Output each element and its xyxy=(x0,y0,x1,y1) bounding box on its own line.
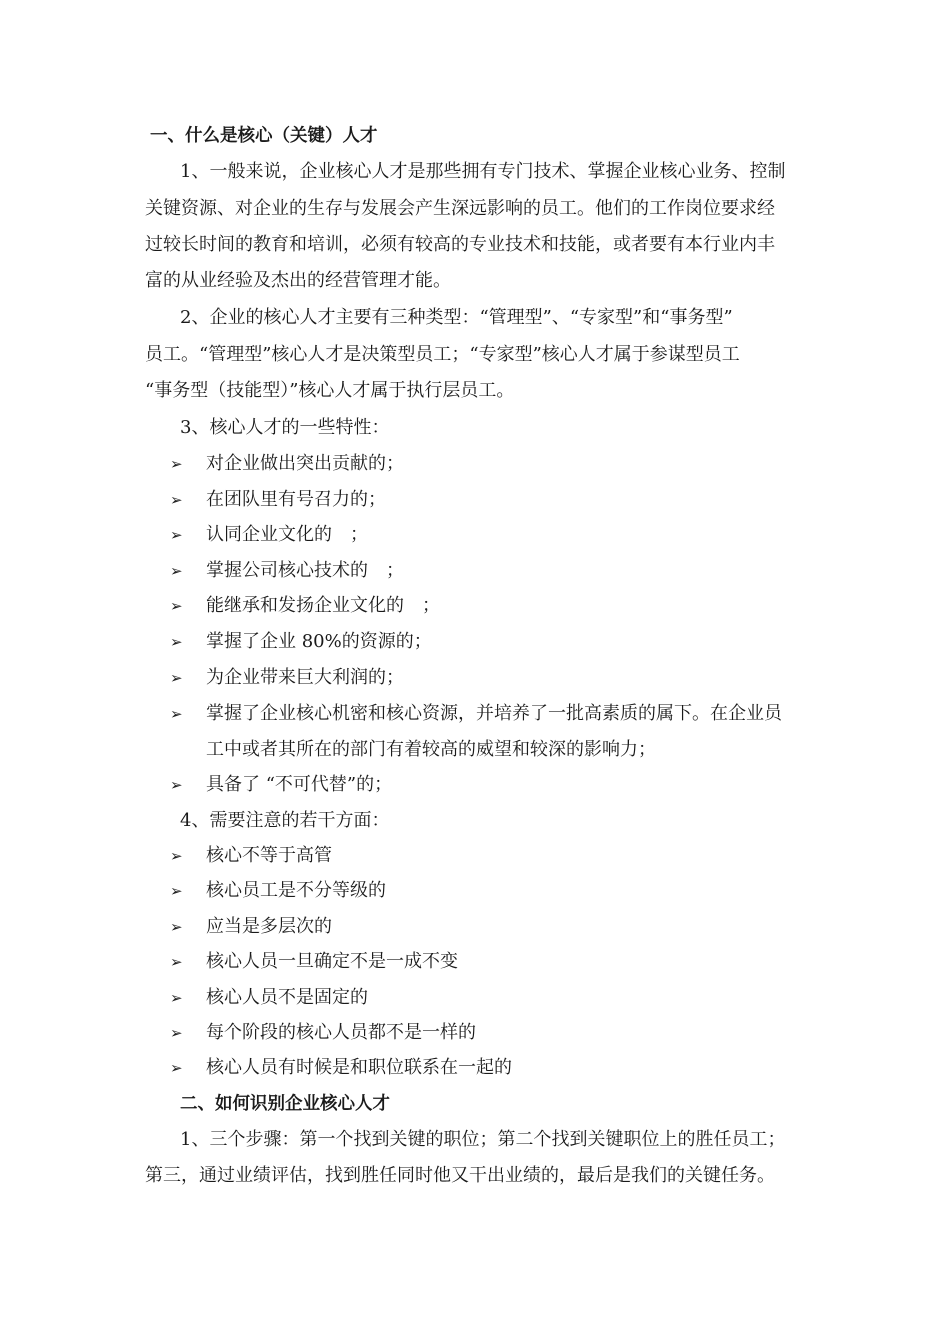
paragraph-line: 过较长时间的教育和培训，必须有较高的专业技术和技能，或者要有本行业内丰 xyxy=(145,234,775,255)
arrow-bullet-icon: ➢ xyxy=(170,989,183,1007)
list-item-text: 在团队里有号召力的； xyxy=(206,489,386,510)
list-item-text: 应当是多层次的 xyxy=(206,916,332,937)
subsection-title: 3、核心人才的一些特性： xyxy=(180,417,390,438)
list-item-text: 对企业做出突出贡献的； xyxy=(206,453,404,474)
arrow-bullet-icon: ➢ xyxy=(170,669,183,687)
list-item-text: 核心人员有时候是和职位联系在一起的 xyxy=(206,1057,512,1078)
list-item-text: 认同企业文化的 ； xyxy=(206,524,368,545)
list-item-text: 核心员工是不分等级的 xyxy=(206,880,386,901)
arrow-bullet-icon: ➢ xyxy=(170,953,183,971)
arrow-bullet-icon: ➢ xyxy=(170,847,183,865)
arrow-bullet-icon: ➢ xyxy=(170,491,183,509)
subsection-title: 4、需要注意的若干方面： xyxy=(180,810,390,831)
arrow-bullet-icon: ➢ xyxy=(170,1024,183,1042)
list-item-text: 掌握公司核心技术的 ； xyxy=(206,560,404,581)
paragraph-line: 第三，通过业绩评估，找到胜任同时他又干出业绩的，最后是我们的关键任务。 xyxy=(145,1165,775,1186)
list-item-continuation: 工中或者其所在的部门有着较高的威望和较深的影响力； xyxy=(206,739,656,760)
list-item-text: 核心人员一旦确定不是一成不变 xyxy=(206,951,458,972)
arrow-bullet-icon: ➢ xyxy=(170,526,183,544)
arrow-bullet-icon: ➢ xyxy=(170,633,183,651)
paragraph-line: 1、三个步骤：第一个找到关键的职位；第二个找到关键职位上的胜任员工； xyxy=(180,1129,786,1150)
paragraph-line: 关键资源、对企业的生存与发展会产生深远影响的员工。他们的工作岗位要求经 xyxy=(145,198,775,219)
paragraph-line: 富的从业经验及杰出的经营管理才能。 xyxy=(145,270,451,291)
arrow-bullet-icon: ➢ xyxy=(170,562,183,580)
arrow-bullet-icon: ➢ xyxy=(170,776,183,794)
list-item-text: 每个阶段的核心人员都不是一样的 xyxy=(206,1022,476,1043)
list-item-text: 核心人员不是固定的 xyxy=(206,987,368,1008)
arrow-bullet-icon: ➢ xyxy=(170,918,183,936)
list-item-text: 掌握了企业核心机密和核心资源，并培养了一批高素质的属下。在企业员 xyxy=(206,703,782,724)
paragraph-line: 1、一般来说，企业核心人才是那些拥有专门技术、掌握企业核心业务、控制 xyxy=(180,161,786,182)
list-item-text: 掌握了企业 80%的资源的； xyxy=(206,631,432,652)
section-heading-1: 一、什么是核心（关键）人才 xyxy=(150,126,378,146)
list-item-text: 核心不等于高管 xyxy=(206,845,332,866)
paragraph-line: 员工。“管理型”核心人才是决策型员工；“专家型”核心人才属于参谋型员工 xyxy=(145,344,740,365)
arrow-bullet-icon: ➢ xyxy=(170,455,183,473)
arrow-bullet-icon: ➢ xyxy=(170,705,183,723)
arrow-bullet-icon: ➢ xyxy=(170,1059,183,1077)
section-heading-2: 二、如何识别企业核心人才 xyxy=(180,1094,390,1114)
arrow-bullet-icon: ➢ xyxy=(170,882,183,900)
paragraph-line: “事务型（技能型）”核心人才属于执行层员工。 xyxy=(145,380,515,401)
arrow-bullet-icon: ➢ xyxy=(170,597,183,615)
list-item-text: 能继承和发扬企业文化的 ； xyxy=(206,595,440,616)
paragraph-line: 2、企业的核心人才主要有三种类型：“管理型”、“专家型”和“事务型” xyxy=(180,307,733,328)
list-item-text: 具备了 “不可代替”的； xyxy=(206,774,393,795)
list-item-text: 为企业带来巨大利润的； xyxy=(206,667,404,688)
